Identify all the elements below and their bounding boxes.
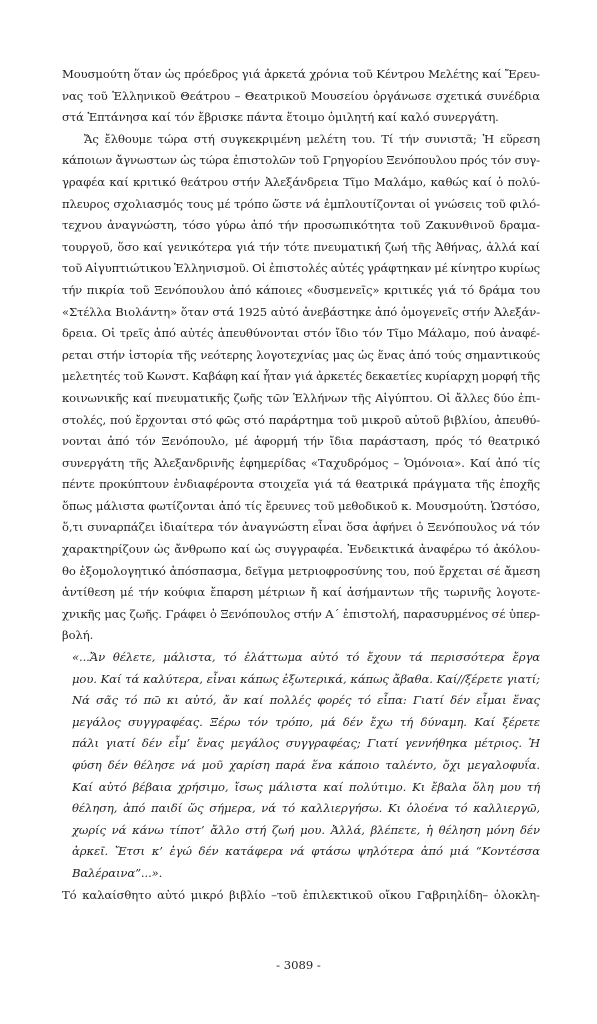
quote-line: φύση δέν θέλησε νά μοῦ χαρίση παρά ἕνα κάποιο ταλέντο, ὄχι μεγαλοφυΐα. [72,758,540,772]
text-line: Μουσμούτη ὅταν ὡς πρόεδρος γιά ἀρκετά χρόνια τοῦ Κέντρου Μελέτης καί Ἔρευ- [62,67,540,81]
text-line: μελετητές τοῦ Κωνστ. Καβάφη καί ἦταν γιά ἀρκετές δεκαετίες κυρίαρχη μορφή τῆς [62,369,540,384]
text-line: δρεια. Οἱ τρεῖς ἀπό αὐτές ἀπευθύνονται στόν ἴδιο τόν Τῖμο Μάλαμο, πού ἀναφέ- [62,326,540,341]
text-line: ὅπως μάλιστα φωτίζονται ἀπό τίς ἔρευνες τοῦ μεθοδικοῦ κ. Μουσμούτη. Ὡστόσο, [62,498,540,513]
text-line: κοινωνικῆς καί πνευματικῆς ζωῆς τῶν Ἑλλήνων τῆς Αἰγύπτου. Οἱ ἄλλες δύο ἐπι- [62,390,540,405]
quote-line: Καί αὐτό βέβαια χρήσιμο, ἴσως μάλιστα καί πολύτιμο. Κι ἔβαλα ὅλη μου τή [72,779,540,794]
text-line: γραφέα καί κριτικό θεάτρου στήν Ἀλεξάνδρεια Τῖμο Μαλάμο, καθώς καί ὁ πολύ- [62,174,540,189]
text-line: ὅ,τι συναρπάζει ἰδιαίτερα τόν ἀναγνώστη εἶναι ὅσα ἀφήνει ὁ Ξενόπουλος νά τόν [62,520,540,535]
quote-line: χωρίς νά κάνω τίποτ’ ἄλλο στή ζωή μου. Ἀλλά, βλέπετε, ἡ θέληση μόνη δέν [72,822,540,837]
text-line: στά Ἑπτάνησα καί τόν ἔβρισκε πάντα ἕτοιμο ὁμιλητή καί καλό συνεργάτη. [62,110,499,125]
text-line: τήν πικρία τοῦ Ξενόπουλου ἀπό κάποιες «δυσμενεῖς» κριτικές γιά τό δράμα του [62,282,540,297]
text-line: στολές, πού ἔρχονται στό φῶς στό παράρτημα τοῦ μικροῦ αὐτοῦ βιβλίου, ἀπευθύ- [62,412,540,427]
quote-line: «...Ἄν θέλετε, μάλιστα, τό ἐλάττωμα αὐτό τό ἔχουν τά περισσότερα ἔργα [72,650,540,665]
text-line: χαρακτηρίζουν ὡς ἄνθρωπο καί ὡς συγγραφέα. Ἐνδεικτικά ἀναφέρω τό ἀκόλου- [62,542,540,557]
quote-line: Νά σᾶς τό πῶ κι αὐτό, ἄν καί πολλές φορές τό εἶπα: Γιατί δέν εἶμαι ἕνας [72,693,540,708]
text-line: χνικῆς μας ζωῆς. Γράφει ὁ Ξενόπουλος στήν Α΄ ἐπιστολή, παρασυρμένος σέ ὑπερ- [62,606,540,621]
quote-line: μου. Καί τά καλύτερα, εἶναι κάπως ἐξωτερικά, κάπως ἄβαθα. Καί//ξέρετε γιατί; [72,671,540,686]
text-line: νονται ἀπό τόν Ξενόπουλο, μέ ἀφορμή τήν ἴδια παράσταση, πρός τό θεατρικό [62,434,540,449]
quote-line: Βαλέραινα”...». [72,865,163,880]
text-line: τεχνου ἀναγνώστη, τόσο γύρω ἀπό τήν προσωπικότητα τοῦ Ζακυνθινοῦ δραμα- [62,218,540,233]
text-line: «Στέλλα Βιολάντη» ὅταν στά 1925 αὐτό ἀνεβάστηκε ἀπό ὁμογενεῖς στήν Ἀλεξάν- [62,304,540,319]
text-line: βολή. [62,628,94,643]
body-text [62,64,540,906]
text-line: πλευρος σχολιασμός τους μέ τρόπο ὥστε νά ἐμπλουτίζονται οἱ γνώσεις τοῦ φιλό- [62,196,540,211]
text-line: κάποιων ἄγνωστων ὡς τώρα ἐπιστολῶν τοῦ Γρηγορίου Ξενόπουλου πρός τόν συγ- [62,153,540,168]
text-line: ρεται στήν ἱστορία τῆς νεότερης λογοτεχνίας μας ὡς ἕνας ἀπό τούς σημαντικούς [62,347,540,362]
block-quote [62,647,540,885]
text-line: ἀντίθεση μέ τήν κούφια ἔπαρση μέτριων ἤ καί ἀσήμαντων τῆς τωρινῆς λογοτε- [62,585,540,600]
text-line: τουργοῦ, ὅσο καί γενικότερα γιά τήν τότε πνευματική ζωή τῆς Ἀθήνας, ἀλλά καί [62,239,540,254]
page-number: - 3089 - [276,958,321,972]
text-line: Τό καλαίσθητο αὐτό μικρό βιβλίο –τοῦ ἐπιλεκτικοῦ οἴκου Γαβριηλίδη– ὁλοκλη- [62,887,540,902]
text-line: Ἄς ἔλθουμε τώρα στή συγκεκριμένη μελέτη του. Τί τήν συνιστᾶ; Ἡ εὕρεση [84,131,540,146]
text-line: νας τοῦ Ἑλληνικοῦ Θεάτρου – Θεατρικοῦ Μουσείου ὀργάνωσε σχετικά συνέδρια [62,88,540,103]
paragraph-2 [62,129,540,647]
paragraph-3 [62,885,540,907]
quote-line: ἀρκεῖ. Ἔτσι κ’ ἐγώ δέν κατάφερα νά φτάσω ψηλότερα ἀπό μιά “Κοντέσσα [72,844,540,859]
text-line: πέντε προκύπτουν ἐνδιαφέροντα στοιχεῖα γιά τά θεατρικά πράγματα τῆς ἐποχῆς [62,477,540,492]
quote-line: πάλι γιατί δέν εἶμ’ ἕνας μεγάλος συγγραφέας; Γιατί γεννήθηκα μέτριος. Ἡ [72,736,540,751]
quote-line: μεγάλος συγγραφέας. Ξέρω τόν τρόπο, μά δέν ἔχω τή δύναμη. Καί ξέρετε [72,714,540,729]
quote-line: θέληση, ἀπό παιδί ὥς σήμερα, νά τό καλλιεργήσω. Κι ὁλοένα τό καλλιεργῶ, [72,801,540,816]
paragraph-1 [62,64,540,129]
text-line: θο ἐξομολογητικό ἀπόσπασμα, δεῖγμα μετριοφροσύνης του, πού ἔρχεται σέ ἄμεση [62,563,540,578]
text-line: συνεργάτη τῆς Ἀλεξανδρινῆς ἐφημερίδας «Ταχυδρόμος – Ὁμόνοια». Καί ἀπό τίς [62,455,540,470]
text-line: τοῦ Αἰγυπτιώτικου Ἑλληνισμοῦ. Οἱ ἐπιστολές αὐτές γράφτηκαν μέ κίνητρο κυρίως [62,261,540,276]
